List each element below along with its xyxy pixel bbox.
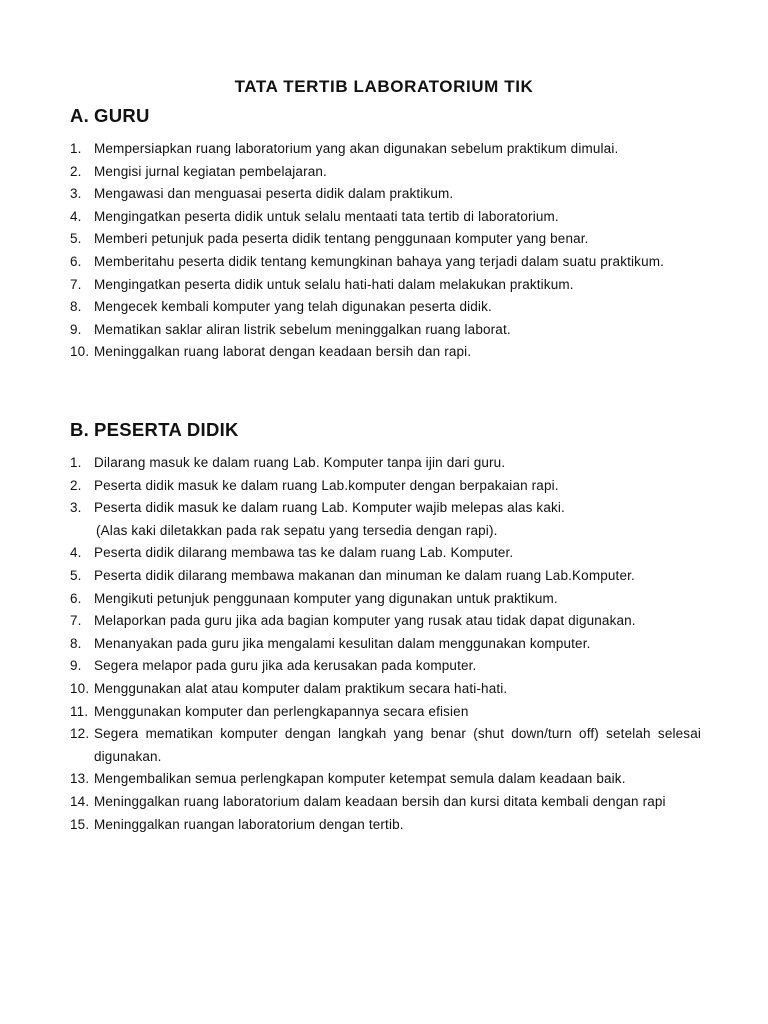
- list-item: [70, 542, 701, 565]
- item-text: Memberitahu peserta didik tentang kemungkinan bahaya yang terjadi dalam suatu praktikum.: [94, 253, 665, 269]
- item-text: Mengingatkan peserta didik untuk selalu hati-hati dalam melakukan praktikum.: [94, 276, 574, 292]
- item-text: Menggunakan komputer dan perlengkapannya secara efisien: [94, 703, 469, 719]
- item-number: 6.: [70, 590, 82, 606]
- item-number: 3.: [70, 500, 82, 516]
- item-text: Peserta didik dilarang membawa makanan dan minuman ke dalam ruang Lab.Komputer.: [94, 567, 635, 583]
- item-number: 5.: [70, 567, 82, 583]
- item-number: 11.: [70, 703, 89, 719]
- list-item: [70, 655, 701, 678]
- item-number: 4.: [70, 545, 82, 561]
- list-item: [70, 497, 701, 542]
- section-heading-guru: [70, 104, 150, 128]
- list-item: [70, 296, 701, 319]
- item-text: Peserta didik masuk ke dalam ruang Lab. Komputer wajib melepas alas kaki.: [94, 500, 565, 516]
- item-number: 8.: [70, 635, 82, 651]
- item-number: 13.: [70, 771, 90, 787]
- item-number: 5.: [70, 231, 82, 247]
- item-text: Segera mematikan komputer dengan langkah yang benar (shut down/turn off) setelah selesai digunakan.: [94, 726, 701, 764]
- list-item: [70, 588, 701, 611]
- item-number: 14.: [70, 793, 90, 809]
- list-item: [70, 701, 701, 724]
- section-title: GURU: [94, 105, 150, 126]
- list-item: [70, 791, 701, 814]
- list-item: [70, 319, 701, 342]
- item-text: Mematikan saklar aliran listrik sebelum meninggalkan ruang laborat.: [94, 321, 511, 337]
- item-number: 2.: [70, 477, 82, 493]
- item-number: 2.: [70, 163, 82, 179]
- list-item: [70, 206, 701, 229]
- item-number: 12.: [70, 726, 90, 742]
- list-item: [70, 138, 701, 161]
- list-item: [70, 228, 701, 251]
- item-text: Meninggalkan ruang laborat dengan keadaan bersih dan rapi.: [94, 344, 472, 360]
- list-item: [70, 475, 701, 498]
- item-number: 4.: [70, 208, 82, 224]
- list-item: [70, 768, 701, 791]
- item-text: Meninggalkan ruangan laboratorium dengan tertib.: [94, 816, 404, 832]
- item-text: Melaporkan pada guru jika ada bagian komputer yang rusak atau tidak dapat digunakan.: [94, 613, 636, 629]
- list-item: [70, 678, 701, 701]
- item-number: 15.: [70, 816, 90, 832]
- section-letter: A.: [70, 105, 90, 126]
- item-text: Meninggalkan ruang laboratorium dalam keadaan bersih dan kursi ditata kembali dengan rapi: [94, 793, 666, 809]
- item-text: Peserta didik masuk ke dalam ruang Lab.komputer dengan berpakaian rapi.: [94, 477, 559, 493]
- item-number: 9.: [70, 321, 82, 337]
- list-item: [70, 814, 701, 837]
- item-number: 7.: [70, 276, 82, 292]
- list-item: [70, 723, 701, 768]
- item-number: 10.: [70, 680, 90, 696]
- list-item: [70, 183, 701, 206]
- item-number: 1.: [70, 455, 82, 470]
- section-title: PESERTA DIDIK: [94, 419, 239, 440]
- item-number: 9.: [70, 658, 82, 674]
- item-number: 7.: [70, 613, 82, 629]
- item-number: 6.: [70, 253, 82, 269]
- item-number: 8.: [70, 299, 82, 315]
- rules-list-guru: [70, 138, 701, 364]
- item-text: Mengisi jurnal kegiatan pembelajaran.: [94, 163, 327, 179]
- list-item: [70, 610, 701, 633]
- item-text: Mengecek kembali komputer yang telah digunakan peserta didik.: [94, 299, 492, 315]
- list-item: [70, 565, 701, 588]
- item-text: Mempersiapkan ruang laboratorium yang akan digunakan sebelum praktikum dimulai.: [94, 141, 619, 156]
- item-number: 3.: [70, 186, 82, 202]
- list-item: [70, 633, 701, 656]
- item-text: Mengikuti petunjuk penggunaan komputer yang digunakan untuk praktikum.: [94, 590, 558, 606]
- list-item: [70, 251, 701, 274]
- item-note: (Alas kaki diletakkan pada rak sepatu yang tersedia dengan rapi).: [96, 522, 498, 538]
- list-item: [70, 274, 701, 297]
- item-text: Mengawasi dan menguasai peserta didik dalam praktikum.: [94, 186, 454, 202]
- item-text: Menggunakan alat atau komputer dalam praktikum secara hati-hati.: [94, 680, 508, 696]
- document-title: TATA TERTIB LABORATORIUM TIK: [234, 77, 534, 96]
- item-text: Memberi petunjuk pada peserta didik tentang penggunaan komputer yang benar.: [94, 231, 589, 247]
- item-number: 10.: [70, 344, 90, 360]
- rules-list-peserta-didik: [70, 452, 701, 836]
- item-text: Dilarang masuk ke dalam ruang Lab. Komputer tanpa ijin dari guru.: [94, 455, 506, 470]
- list-item: [70, 161, 701, 184]
- list-item: [70, 452, 701, 475]
- item-text: Segera melapor pada guru jika ada kerusakan pada komputer.: [94, 658, 477, 674]
- item-text: Mengingatkan peserta didik untuk selalu mentaati tata tertib di laboratorium.: [94, 208, 559, 224]
- item-number: 1.: [70, 141, 82, 156]
- item-text: Peserta didik dilarang membawa tas ke dalam ruang Lab. Komputer.: [94, 545, 514, 561]
- item-text: Mengembalikan semua perlengkapan komputer ketempat semula dalam keadaan baik.: [94, 771, 626, 787]
- list-item: [70, 341, 701, 364]
- section-heading-peserta-didik: [70, 418, 239, 442]
- item-text: Menanyakan pada guru jika mengalami kesulitan dalam menggunakan komputer.: [94, 635, 591, 651]
- section-letter: B.: [70, 419, 90, 440]
